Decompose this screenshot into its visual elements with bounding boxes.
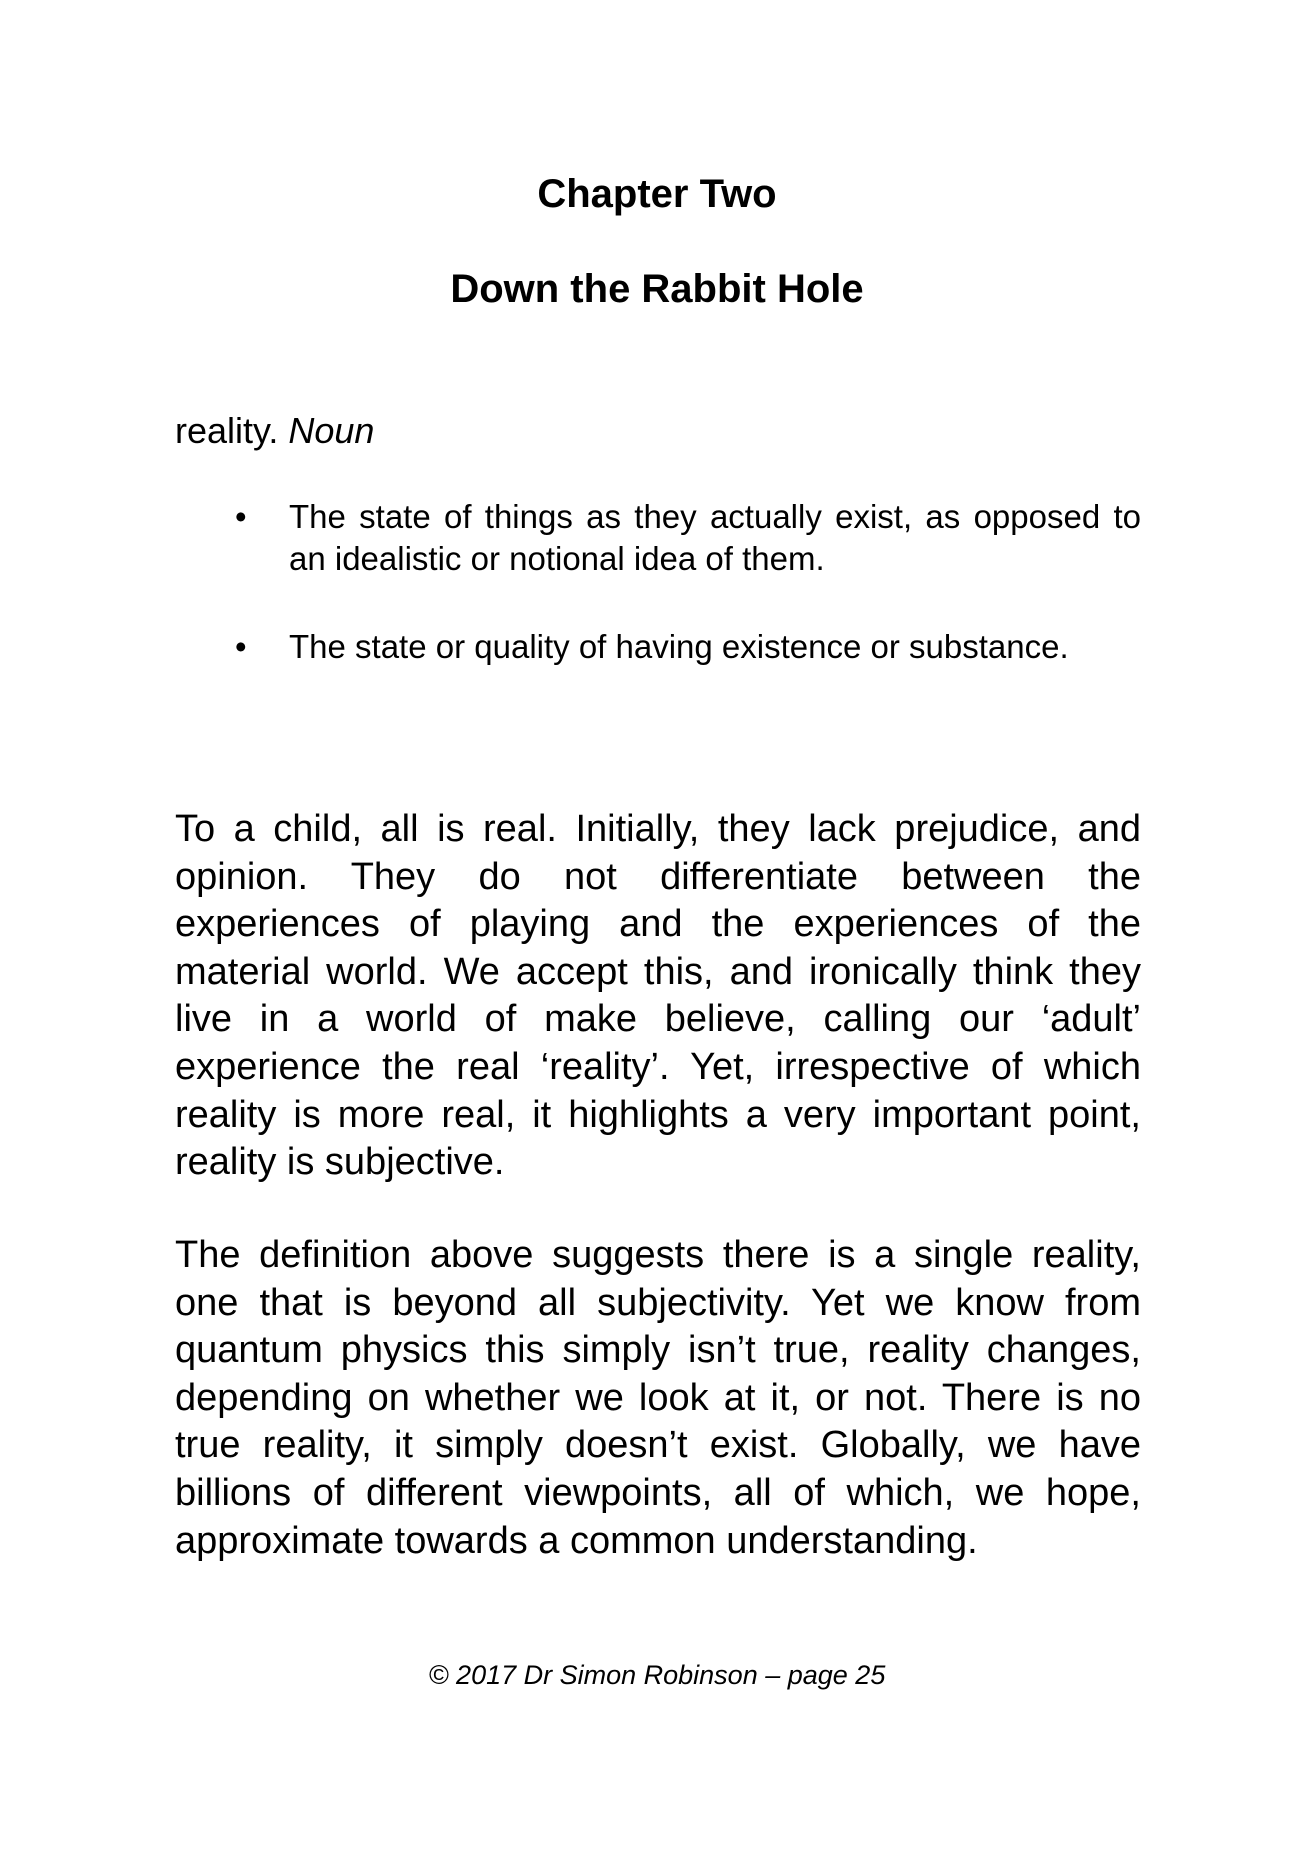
definition-term-line: [175, 409, 374, 453]
definition-text: The state or quality of having existence or substance.: [289, 628, 1069, 665]
body-paragraph: The definition above suggests there is a single reality, one that is beyond all subjectivity. Yet we know from quantum physics this simply isn’t true, reality changes, depending on whether we look at it, or not. There is no true reality, it simply doesn’t exist. Globally, we have billions of different viewpoints, all of which, we hope, approximate towards a common understanding.: [175, 1234, 1141, 1562]
bullet-icon: •: [235, 498, 247, 535]
definition-item: [175, 626, 1141, 668]
chapter-title: Down the Rabbit Hole: [450, 267, 864, 311]
definition-text: The state of things as they actually exist, as opposed to an idealistic or notional idea of them.: [289, 498, 1141, 577]
part-of-speech: Noun: [288, 410, 375, 451]
definition-item: [175, 496, 1141, 580]
definition-term: reality.: [175, 410, 279, 451]
body-paragraph: To a child, all is real. Initially, they lack prejudice, and opinion. They do not differentiate between the experiences of playing and the experiences of the material world. We accept this, and ironically think they live in a world of make believe, calling our ‘adult’ experience the real ‘reality’. Yet, irrespective of which reality is more real, it highlights a very important point, reality is subjective.: [175, 808, 1141, 1184]
chapter-number: Chapter Two: [537, 172, 777, 216]
page-footer: © 2017 Dr Simon Robinson – page 25: [428, 1660, 886, 1690]
bullet-icon: •: [235, 628, 247, 665]
definition-list: [175, 496, 1141, 714]
